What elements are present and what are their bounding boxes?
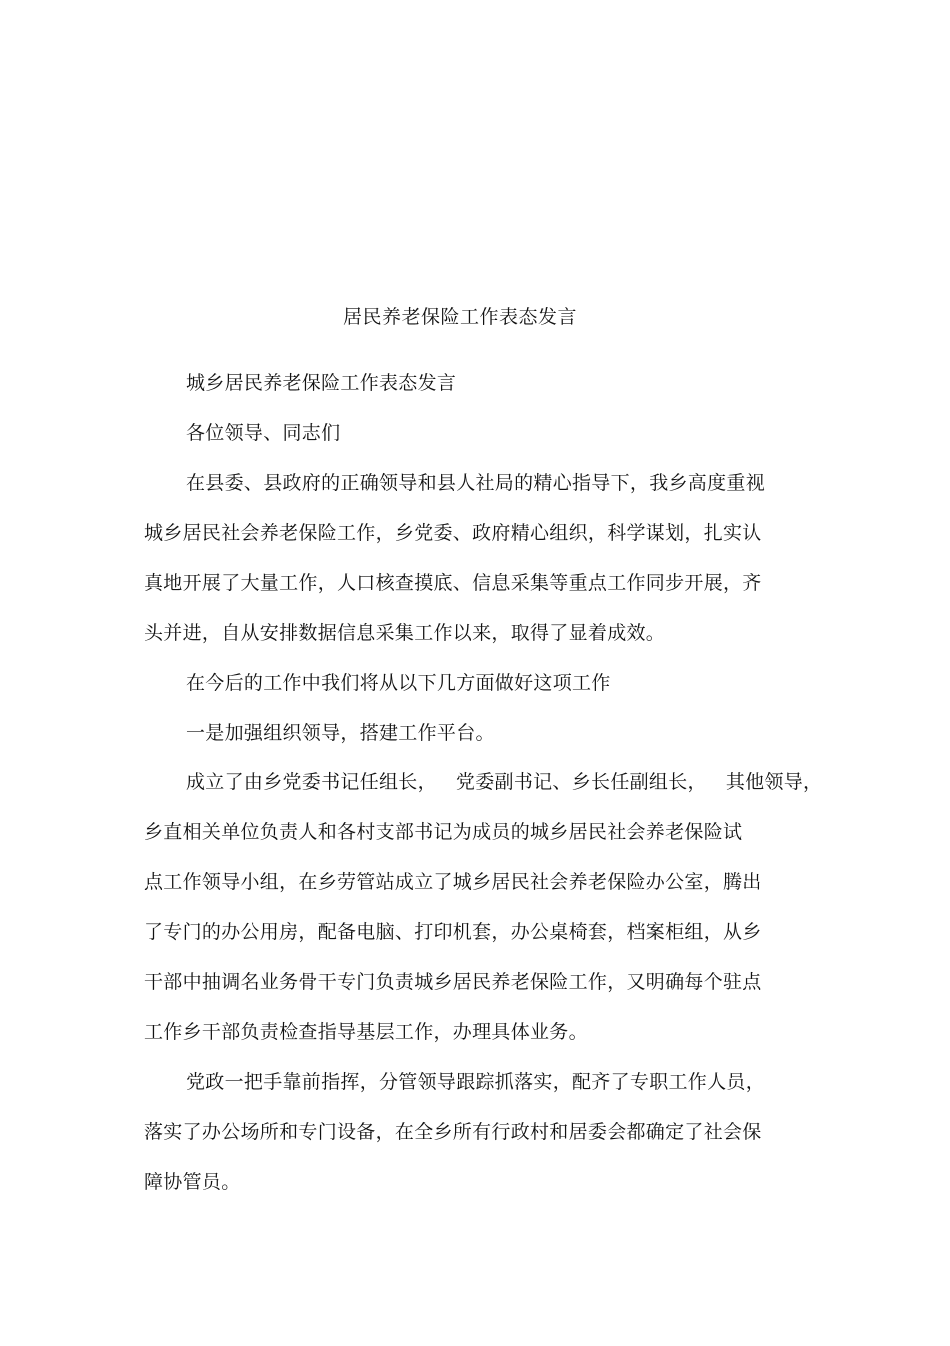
section-heading-line: 一是加强组织领导，搭建工作平台。 bbox=[186, 722, 495, 744]
paragraph-line: 党政一把手靠前指挥，分管领导跟踪抓落实，配齐了专职工作人员， bbox=[186, 1071, 766, 1093]
subtitle-line: 城乡居民养老保险工作表态发言 bbox=[186, 372, 457, 394]
paragraph-line: 了专门的办公用房，配备电脑、打印机套，办公桌椅套，档案柜组，从乡 bbox=[144, 921, 762, 943]
paragraph-line: 工作乡干部负责检查指导基层工作，办理具体业务。 bbox=[144, 1021, 588, 1043]
paragraph-line: 障协管员。 bbox=[144, 1171, 241, 1193]
paragraph-line: 在今后的工作中我们将从以下几方面做好这项工作 bbox=[186, 672, 611, 694]
document-title: 居民养老保险工作表态发言 bbox=[342, 306, 577, 328]
paragraph-line: 落实了办公场所和专门设备，在全乡所有行政村和居委会都确定了社会保 bbox=[144, 1121, 762, 1143]
paragraph-line: 头并进，自从安排数据信息采集工作以来，取得了显着成效。 bbox=[144, 622, 666, 644]
paragraph-line: 在县委、县政府的正确领导和县人社局的精心指导下，我乡高度重视 bbox=[186, 472, 766, 494]
paragraph-line: 点工作领导小组，在乡劳管站成立了城乡居民社会养老保险办公室，腾出 bbox=[144, 871, 762, 893]
paragraph-line: 真地开展了大量工作，人口核查摸底、信息采集等重点工作同步开展，齐 bbox=[144, 572, 762, 594]
salutation-line: 各位领导、同志们 bbox=[186, 422, 341, 444]
paragraph-line: 乡直相关单位负责人和各村支部书记为成员的城乡居民社会养老保险试 bbox=[144, 821, 743, 843]
paragraph-line: 成立了由乡党委书记任组长， 党委副书记、乡长任副组长， 其他领导， bbox=[186, 771, 823, 793]
paragraph-line: 干部中抽调名业务骨干专门负责城乡居民养老保险工作，又明确每个驻点 bbox=[144, 971, 762, 993]
paragraph-line: 城乡居民社会养老保险工作，乡党委、政府精心组织，科学谋划，扎实认 bbox=[144, 522, 762, 544]
